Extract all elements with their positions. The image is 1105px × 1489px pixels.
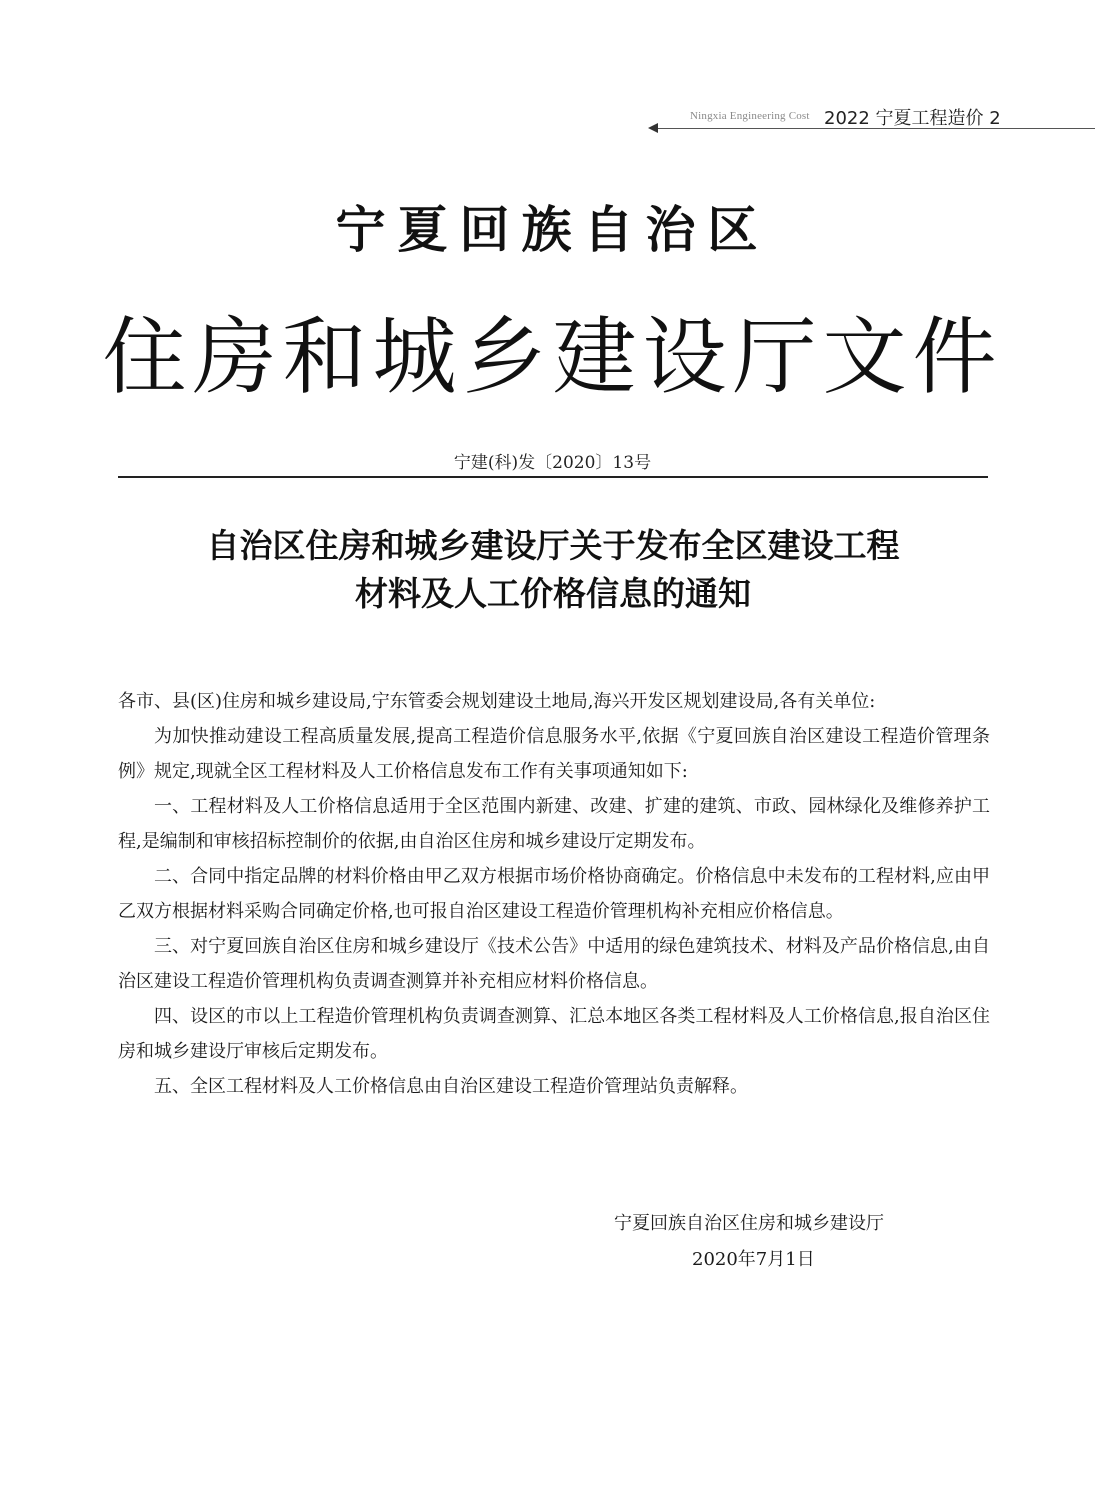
document-title-line-1: 自治区住房和城乡建设厅关于发布全区建设工程 (206, 526, 900, 565)
item-paragraph-4: 四、设区的市以上工程造价管理机构负责调查测算、汇总本地区各类工程材料及人工价格信息,报自治区住房和城乡建设厅审核后定期发布。 (118, 1006, 990, 1062)
item-paragraph-5: 五、全区工程材料及人工价格信息由自治区建设工程造价管理站负责解释。 (154, 1076, 748, 1097)
item-paragraph-1: 一、工程材料及人工价格信息适用于全区范围内新建、改建、扩建的建筑、市政、园林绿化及维修养护工程,是编制和审核招标控制价的依据,由自治区住房和城乡建设厅定期发布。 (118, 796, 990, 852)
signing-date: 2020年7月1日 (692, 1249, 815, 1270)
document-body (118, 684, 990, 1104)
journal-english-name: Ningxia Engineering Cost (690, 110, 810, 122)
masthead-region: 宁夏回族自治区 (335, 200, 770, 259)
journal-issue-label: 2022 宁夏工程造价 2 (824, 108, 1001, 129)
left-arrow-icon (648, 123, 658, 133)
masthead-department: 住房和城乡建设厅文件 (102, 308, 1003, 406)
document-number: 宁建(科)发〔2020〕13号 (453, 453, 652, 473)
document-title (118, 522, 988, 618)
signature-block (560, 1206, 970, 1278)
running-header (648, 104, 1095, 130)
item-paragraph-2: 二、合同中指定品牌的材料价格由甲乙双方根据市场价格协商确定。价格信息中未发布的工程材料,应由甲乙双方根据材料采购合同确定价格,也可报自治区建设工程造价管理机构补充相应价格信息。 (118, 866, 990, 922)
signing-organization: 宁夏回族自治区住房和城乡建设厅 (614, 1213, 884, 1234)
document-title-line-2: 材料及人工价格信息的通知 (355, 574, 751, 613)
item-paragraph-3: 三、对宁夏回族自治区住房和城乡建设厅《技术公告》中适用的绿色建筑技术、材料及产品价格信息,由自治区建设工程造价管理机构负责调查测算并补充相应材料价格信息。 (118, 936, 990, 992)
intro-paragraph: 为加快推动建设工程高质量发展,提高工程造价信息服务水平,依据《宁夏回族自治区建设工程造价管理条例》规定,现就全区工程材料及人工价格信息发布工作有关事项通知如下: (118, 726, 990, 782)
masthead-divider (118, 476, 988, 478)
addressee: 各市、县(区)住房和城乡建设局,宁东管委会规划建设土地局,海兴开发区规划建设局,各有关单位: (118, 691, 876, 712)
